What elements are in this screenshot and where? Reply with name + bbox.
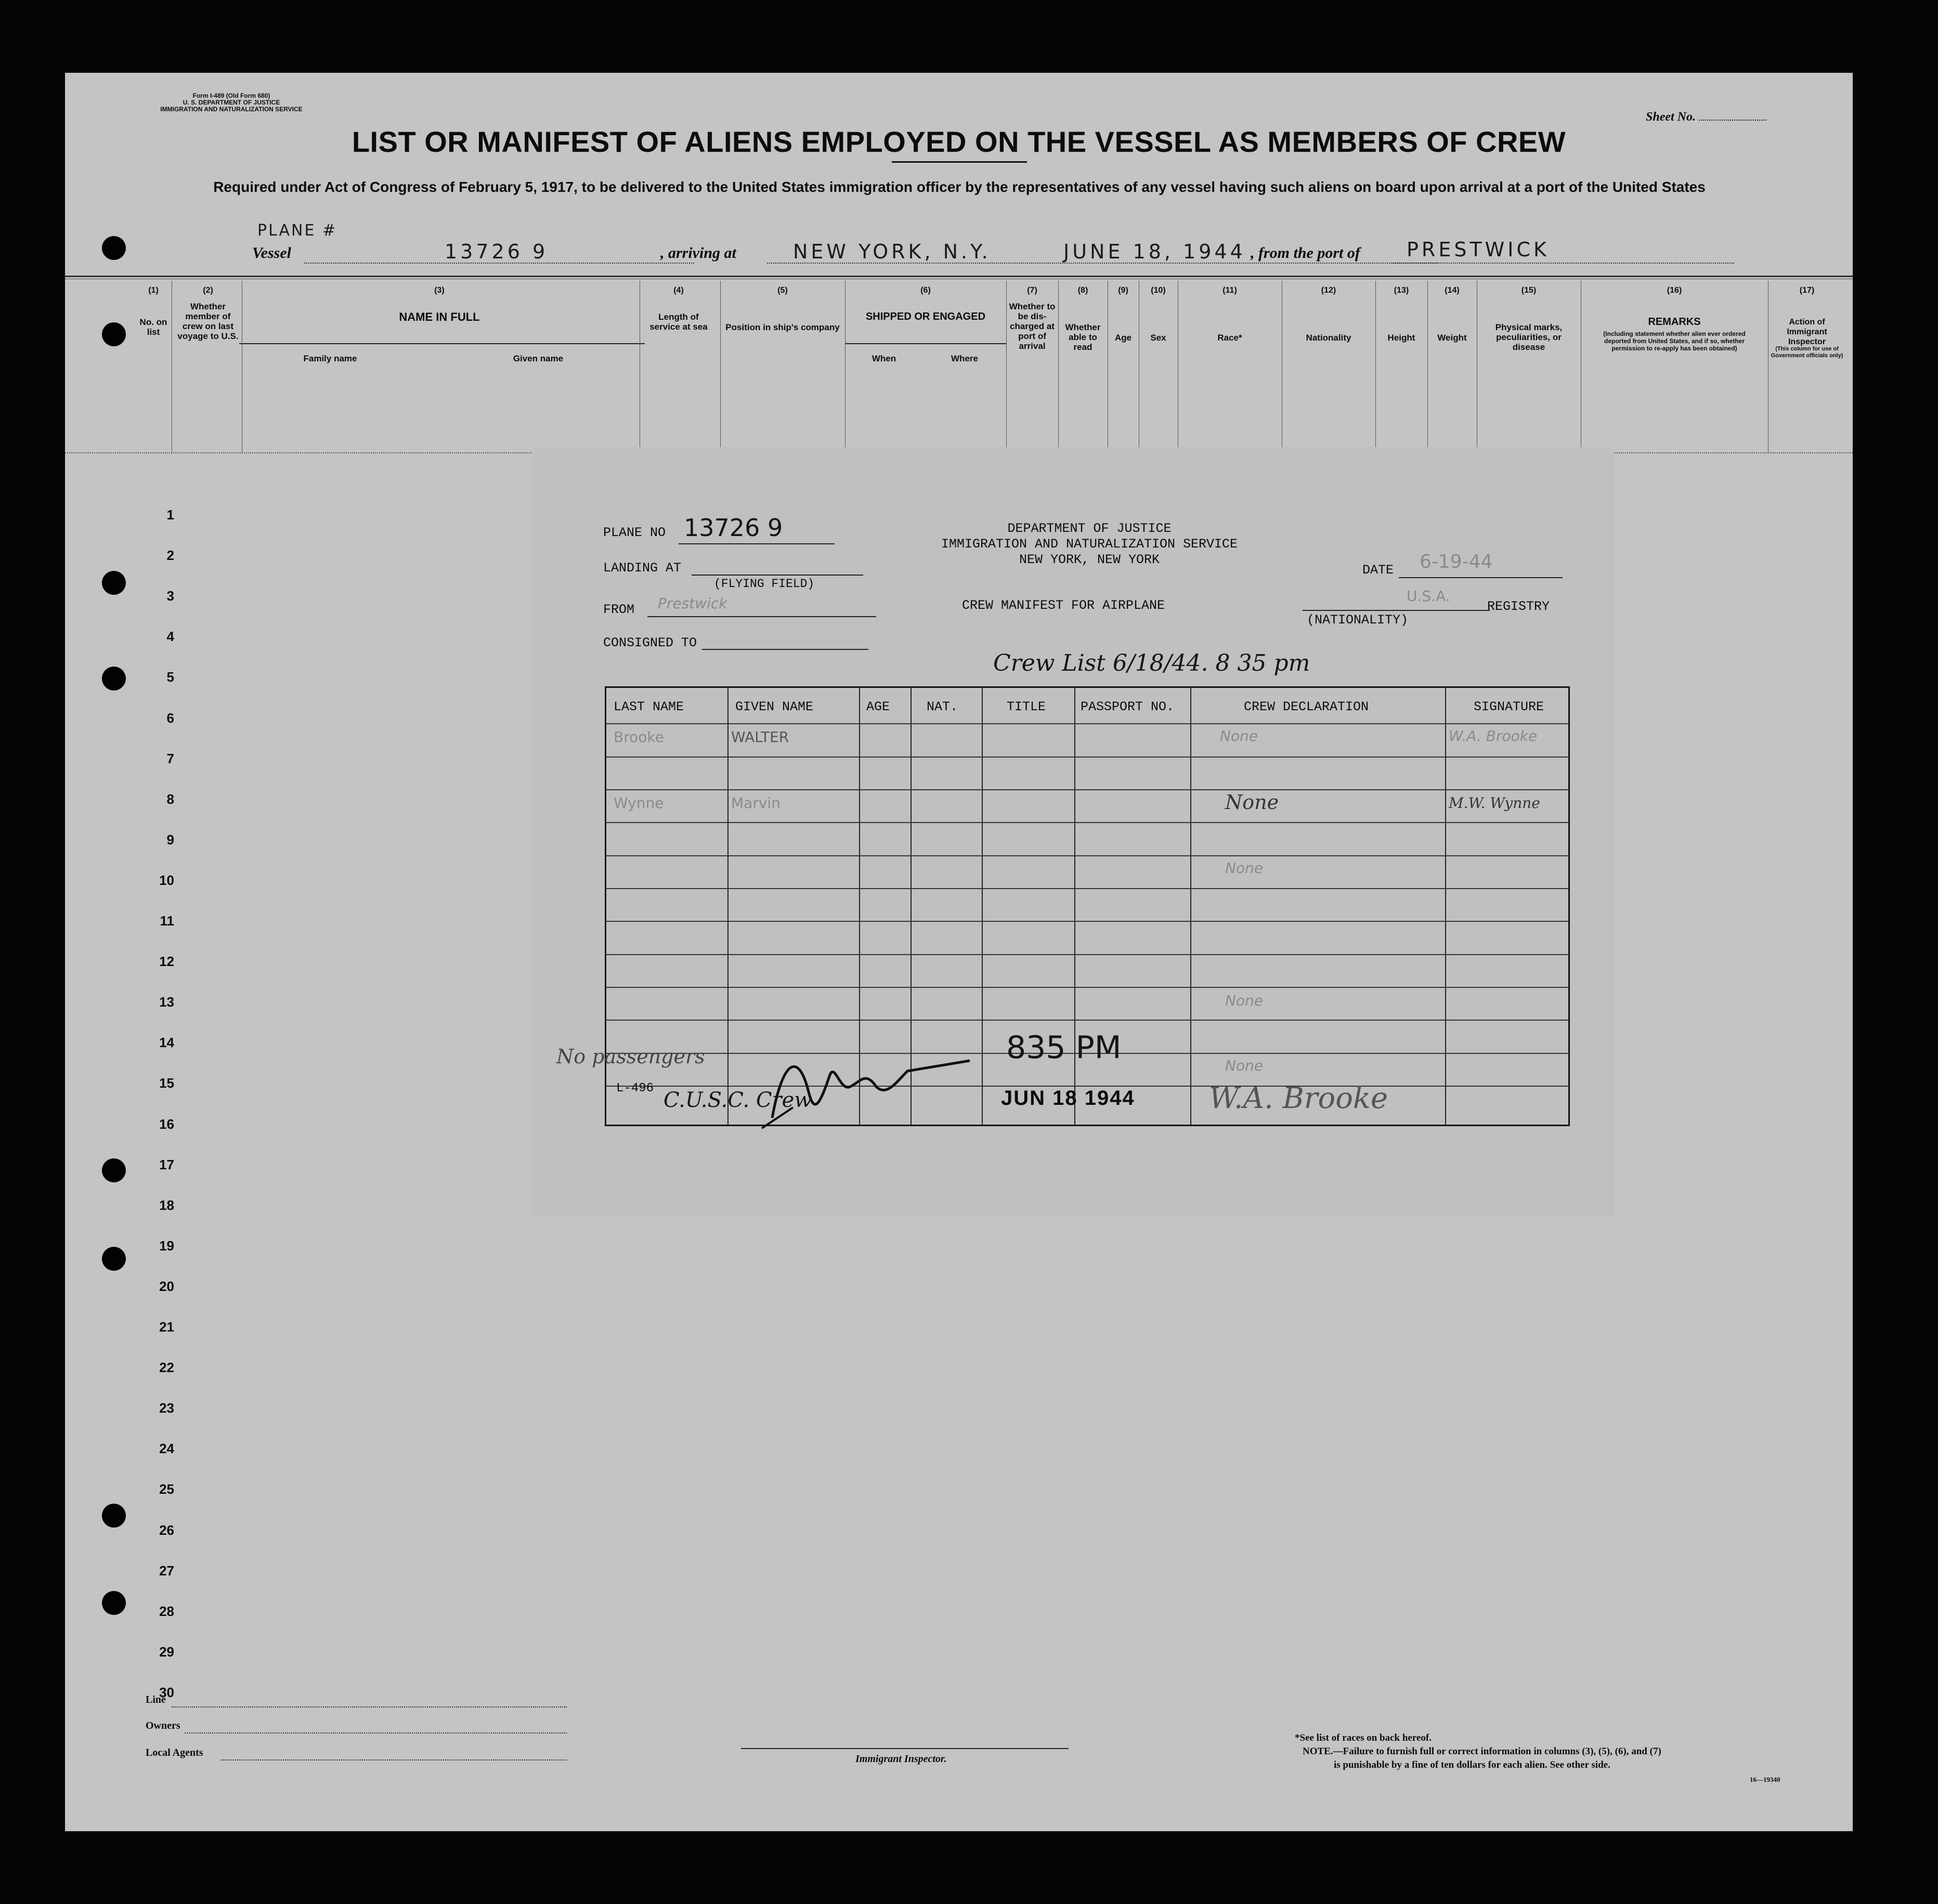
nationality-label: (NATIONALITY) <box>1307 612 1409 628</box>
row-number: 23 <box>159 1400 174 1416</box>
inspector-signature-icon <box>751 1029 996 1133</box>
crew-row-2-last-name: Wynne <box>614 794 664 812</box>
column-header-name-in-full: NAME IN FULL <box>399 310 480 323</box>
title-underline <box>892 161 1027 163</box>
crew-header-title: TITLE <box>1007 699 1046 714</box>
row-number: 11 <box>160 913 174 929</box>
punch-hole <box>102 667 126 690</box>
vessel-value[interactable]: 13726 9 <box>445 240 549 263</box>
punch-hole <box>102 1591 126 1615</box>
crew-header-nationality: NAT. <box>927 699 958 714</box>
document-code: 16—19340 <box>1750 1776 1780 1783</box>
row-number: 2 <box>166 547 174 564</box>
from-port-label: , from the port of <box>1251 244 1360 262</box>
crew-row-1-given-name: WALTER <box>731 728 789 746</box>
column-sub-when: When <box>872 354 896 363</box>
row-number: 25 <box>159 1481 174 1497</box>
column-header-nationality: Nationality <box>1306 333 1351 343</box>
column-header-height: Height <box>1387 333 1415 343</box>
crew-header-given-name: GIVEN NAME <box>735 699 814 714</box>
row-number: 16 <box>159 1116 174 1132</box>
cusc-crew-note: C.U.S.C. Crew <box>664 1088 812 1112</box>
row-number: 5 <box>166 669 174 685</box>
vessel-line <box>252 221 1739 270</box>
row-number: 1 <box>166 507 174 523</box>
column-number-12: (12) <box>1321 286 1336 295</box>
punch-hole <box>102 322 126 346</box>
column-number-3: (3) <box>434 286 445 295</box>
inspector-signature-line[interactable] <box>741 1748 1069 1749</box>
department-line-2: IMMIGRATION AND NATURALIZATION SERVICE <box>941 537 1238 552</box>
form-code: L-496 <box>616 1081 654 1096</box>
vessel-label: Vessel <box>252 244 291 262</box>
column-number-2: (2) <box>203 286 213 295</box>
punch-hole <box>102 1247 126 1271</box>
sheet-number-label: Sheet No. <box>1646 110 1696 124</box>
penalty-note-2: is punishable by a fine of ten dollars for each alien. See other side. <box>1334 1759 1610 1770</box>
crew-manifest-heading: CREW MANIFEST FOR AIRPLANE <box>961 598 1165 613</box>
column-number-14: (14) <box>1445 286 1460 295</box>
row-number: 27 <box>159 1562 174 1579</box>
column-header-position: Position in ship's company <box>725 322 840 332</box>
row-number: 8 <box>166 791 174 807</box>
punch-hole <box>102 1504 126 1528</box>
column-number-8: (8) <box>1077 286 1088 295</box>
row-number: 21 <box>159 1319 174 1335</box>
row-number: 29 <box>159 1644 174 1660</box>
crew-row-1-declaration: None <box>1220 727 1258 745</box>
row-number: 9 <box>166 831 174 847</box>
landing-at-label: LANDING AT <box>603 560 682 576</box>
row-number: 12 <box>159 954 174 970</box>
column-number-5: (5) <box>777 286 788 295</box>
row-number: 10 <box>159 872 174 888</box>
row-number: 4 <box>166 629 174 645</box>
registry-label: REGISTRY <box>1487 599 1550 614</box>
row-number: 19 <box>159 1237 174 1254</box>
row-number: 7 <box>166 750 174 766</box>
date-stamp: JUN 18 1944 <box>1001 1087 1135 1110</box>
consigned-to-label: CONSIGNED TO <box>603 635 697 650</box>
form-id-line-1: Form I-489 (Old Form 680) <box>192 92 270 99</box>
column-sub-remarks: (Including statement whether alien ever ordered deported from United States, and if so, whether permission to re-apply has been obtained) <box>1603 330 1746 352</box>
crew-row-2-signature: M.W. Wynne <box>1449 794 1540 812</box>
row-number: 14 <box>159 1035 174 1051</box>
punch-hole <box>102 1158 126 1182</box>
column-number-6: (6) <box>920 286 931 295</box>
row-number: 15 <box>159 1075 174 1091</box>
row-number: 22 <box>159 1360 174 1376</box>
crew-header-last-name: LAST NAME <box>614 699 684 714</box>
plane-handwritten: PLANE # <box>257 221 337 240</box>
punch-hole <box>102 571 126 595</box>
crew-row-2-given-name: Marvin <box>731 794 781 812</box>
from-value[interactable]: Prestwick <box>658 595 727 612</box>
line-label: Line <box>146 1694 166 1705</box>
row-number: 28 <box>159 1603 174 1619</box>
column-header-length-of-service: Length of service at sea <box>649 312 708 332</box>
column-number-10: (10) <box>1151 286 1166 295</box>
form-id-line-3: IMMIGRATION AND NATURALIZATION SERVICE <box>160 106 303 113</box>
row-number: 6 <box>166 710 174 726</box>
row-number: 30 <box>159 1684 174 1700</box>
arriving-value[interactable]: NEW YORK, N.Y. <box>793 240 991 263</box>
crew-row-1-last-name: Brooke <box>614 728 664 746</box>
crew-row-2-declaration: None <box>1225 791 1279 814</box>
column-header-weight: Weight <box>1437 333 1467 343</box>
column-number-7: (7) <box>1027 286 1037 295</box>
crew-row-5-declaration: None <box>1225 992 1264 1009</box>
row-number: 24 <box>159 1441 174 1457</box>
crew-header-declaration: CREW DECLARATION <box>1244 699 1369 714</box>
column-header-age: Age <box>1114 333 1132 343</box>
header-rule <box>65 276 1853 277</box>
crew-row-3-declaration: None <box>1225 859 1264 877</box>
column-number-9: (9) <box>1118 286 1128 295</box>
races-note: *See list of races on back hereof. <box>1295 1732 1432 1743</box>
column-header-discharged: Whether to be dis-charged at port of arrival <box>1009 302 1056 351</box>
column-number-11: (11) <box>1222 286 1237 295</box>
punch-hole <box>102 236 126 260</box>
owners-field[interactable] <box>185 1732 567 1733</box>
crew-header-signature: SIGNATURE <box>1474 699 1544 714</box>
crew-header-age: AGE <box>866 699 890 714</box>
local-agents-label: Local Agents <box>146 1747 203 1758</box>
column-header-shipped-or-engaged: SHIPPED OR ENGAGED <box>865 311 986 322</box>
arrival-date-value[interactable]: JUNE 18, 1944 <box>1063 240 1246 263</box>
manifest-sheet <box>65 73 1853 1831</box>
crew-header-passport: PASSPORT NO. <box>1081 699 1175 714</box>
crew-list-note: Crew List 6/18/44. 8 35 pm <box>993 650 1310 676</box>
department-line-3: NEW YORK, NEW YORK <box>1019 552 1160 567</box>
column-header-sex: Sex <box>1150 333 1166 343</box>
column-sub-given-name: Given name <box>513 354 564 363</box>
column-header-inspector-action: Action of Immigrant Inspector <box>1787 318 1827 346</box>
arriving-label: , arriving at <box>660 244 736 262</box>
page-title: LIST OR MANIFEST OF ALIENS EMPLOYED ON THE VESSEL AS MEMBERS OF CREW <box>352 125 1566 158</box>
column-number-13: (13) <box>1394 286 1409 295</box>
plane-no-label: PLANE NO <box>603 525 666 540</box>
column-sub-where: Where <box>951 354 978 363</box>
plane-no-value[interactable]: 13726 9 <box>684 514 783 542</box>
row-number: 26 <box>159 1522 174 1538</box>
date-label: DATE <box>1362 563 1394 578</box>
immigrant-inspector-label: Immigrant Inspector. <box>855 1753 947 1765</box>
nationality-value[interactable]: U.S.A. <box>1407 588 1450 605</box>
column-number-17: (17) <box>1799 286 1815 295</box>
department-line-1: DEPARTMENT OF JUSTICE <box>1007 521 1172 536</box>
row-number: 18 <box>159 1197 174 1213</box>
crew-row-6-declaration: None <box>1225 1057 1264 1074</box>
from-label: FROM <box>603 602 635 617</box>
form-id-line-2: U. S. DEPARTMENT OF JUSTICE <box>183 99 280 106</box>
line-field[interactable] <box>172 1706 567 1707</box>
date-value[interactable]: 6-19-44 <box>1420 551 1493 572</box>
owners-label: Owners <box>146 1720 180 1731</box>
column-sub-inspector-action: (This column for use of Government officials only) <box>1771 346 1843 359</box>
column-number-4: (4) <box>673 286 684 295</box>
row-number: 20 <box>159 1278 174 1294</box>
from-port-value[interactable]: PRESTWICK <box>1407 238 1550 261</box>
time-stamp: 835 PM <box>1006 1029 1122 1066</box>
column-number-16: (16) <box>1667 286 1682 295</box>
flying-field-label: (FLYING FIELD) <box>714 577 815 591</box>
row-number: 17 <box>159 1156 174 1172</box>
row-number: 13 <box>159 994 174 1010</box>
no-passengers-note: No passengers <box>556 1045 705 1068</box>
column-header-remarks: REMARKS <box>1648 316 1701 328</box>
column-header-last-voyage: Whether member of crew on last voyage to U.S. <box>177 302 239 341</box>
column-header-able-to-read: Whether able to read <box>1065 322 1101 352</box>
sheet-number-field[interactable] <box>1699 120 1766 121</box>
page-subtitle: Required under Act of Congress of February 5, 1917, to be delivered to the United States immigration officer by the representatives of any vessel having such aliens on board upon arrival at a port of the United States <box>213 179 1706 195</box>
row-number: 3 <box>166 588 174 604</box>
form-identifier <box>138 93 325 113</box>
column-header-physical-marks: Physical marks, peculiarities, or disease <box>1495 322 1563 352</box>
crew-row-1-signature: W.A. Brooke <box>1449 727 1538 745</box>
sheet-number <box>1646 110 1766 124</box>
column-header-no-on-list: No. on list <box>139 317 167 337</box>
column-number-15: (15) <box>1521 286 1537 295</box>
local-agents-field[interactable] <box>221 1759 567 1760</box>
bottom-signature: W.A. Brooke <box>1209 1081 1388 1115</box>
column-header-race: Race* <box>1217 333 1242 343</box>
column-sub-family-name: Family name <box>303 354 357 363</box>
penalty-note-1: NOTE.—Failure to furnish full or correct information in columns (3), (5), (6), and (7) <box>1303 1746 1661 1757</box>
column-number-1: (1) <box>148 286 159 295</box>
